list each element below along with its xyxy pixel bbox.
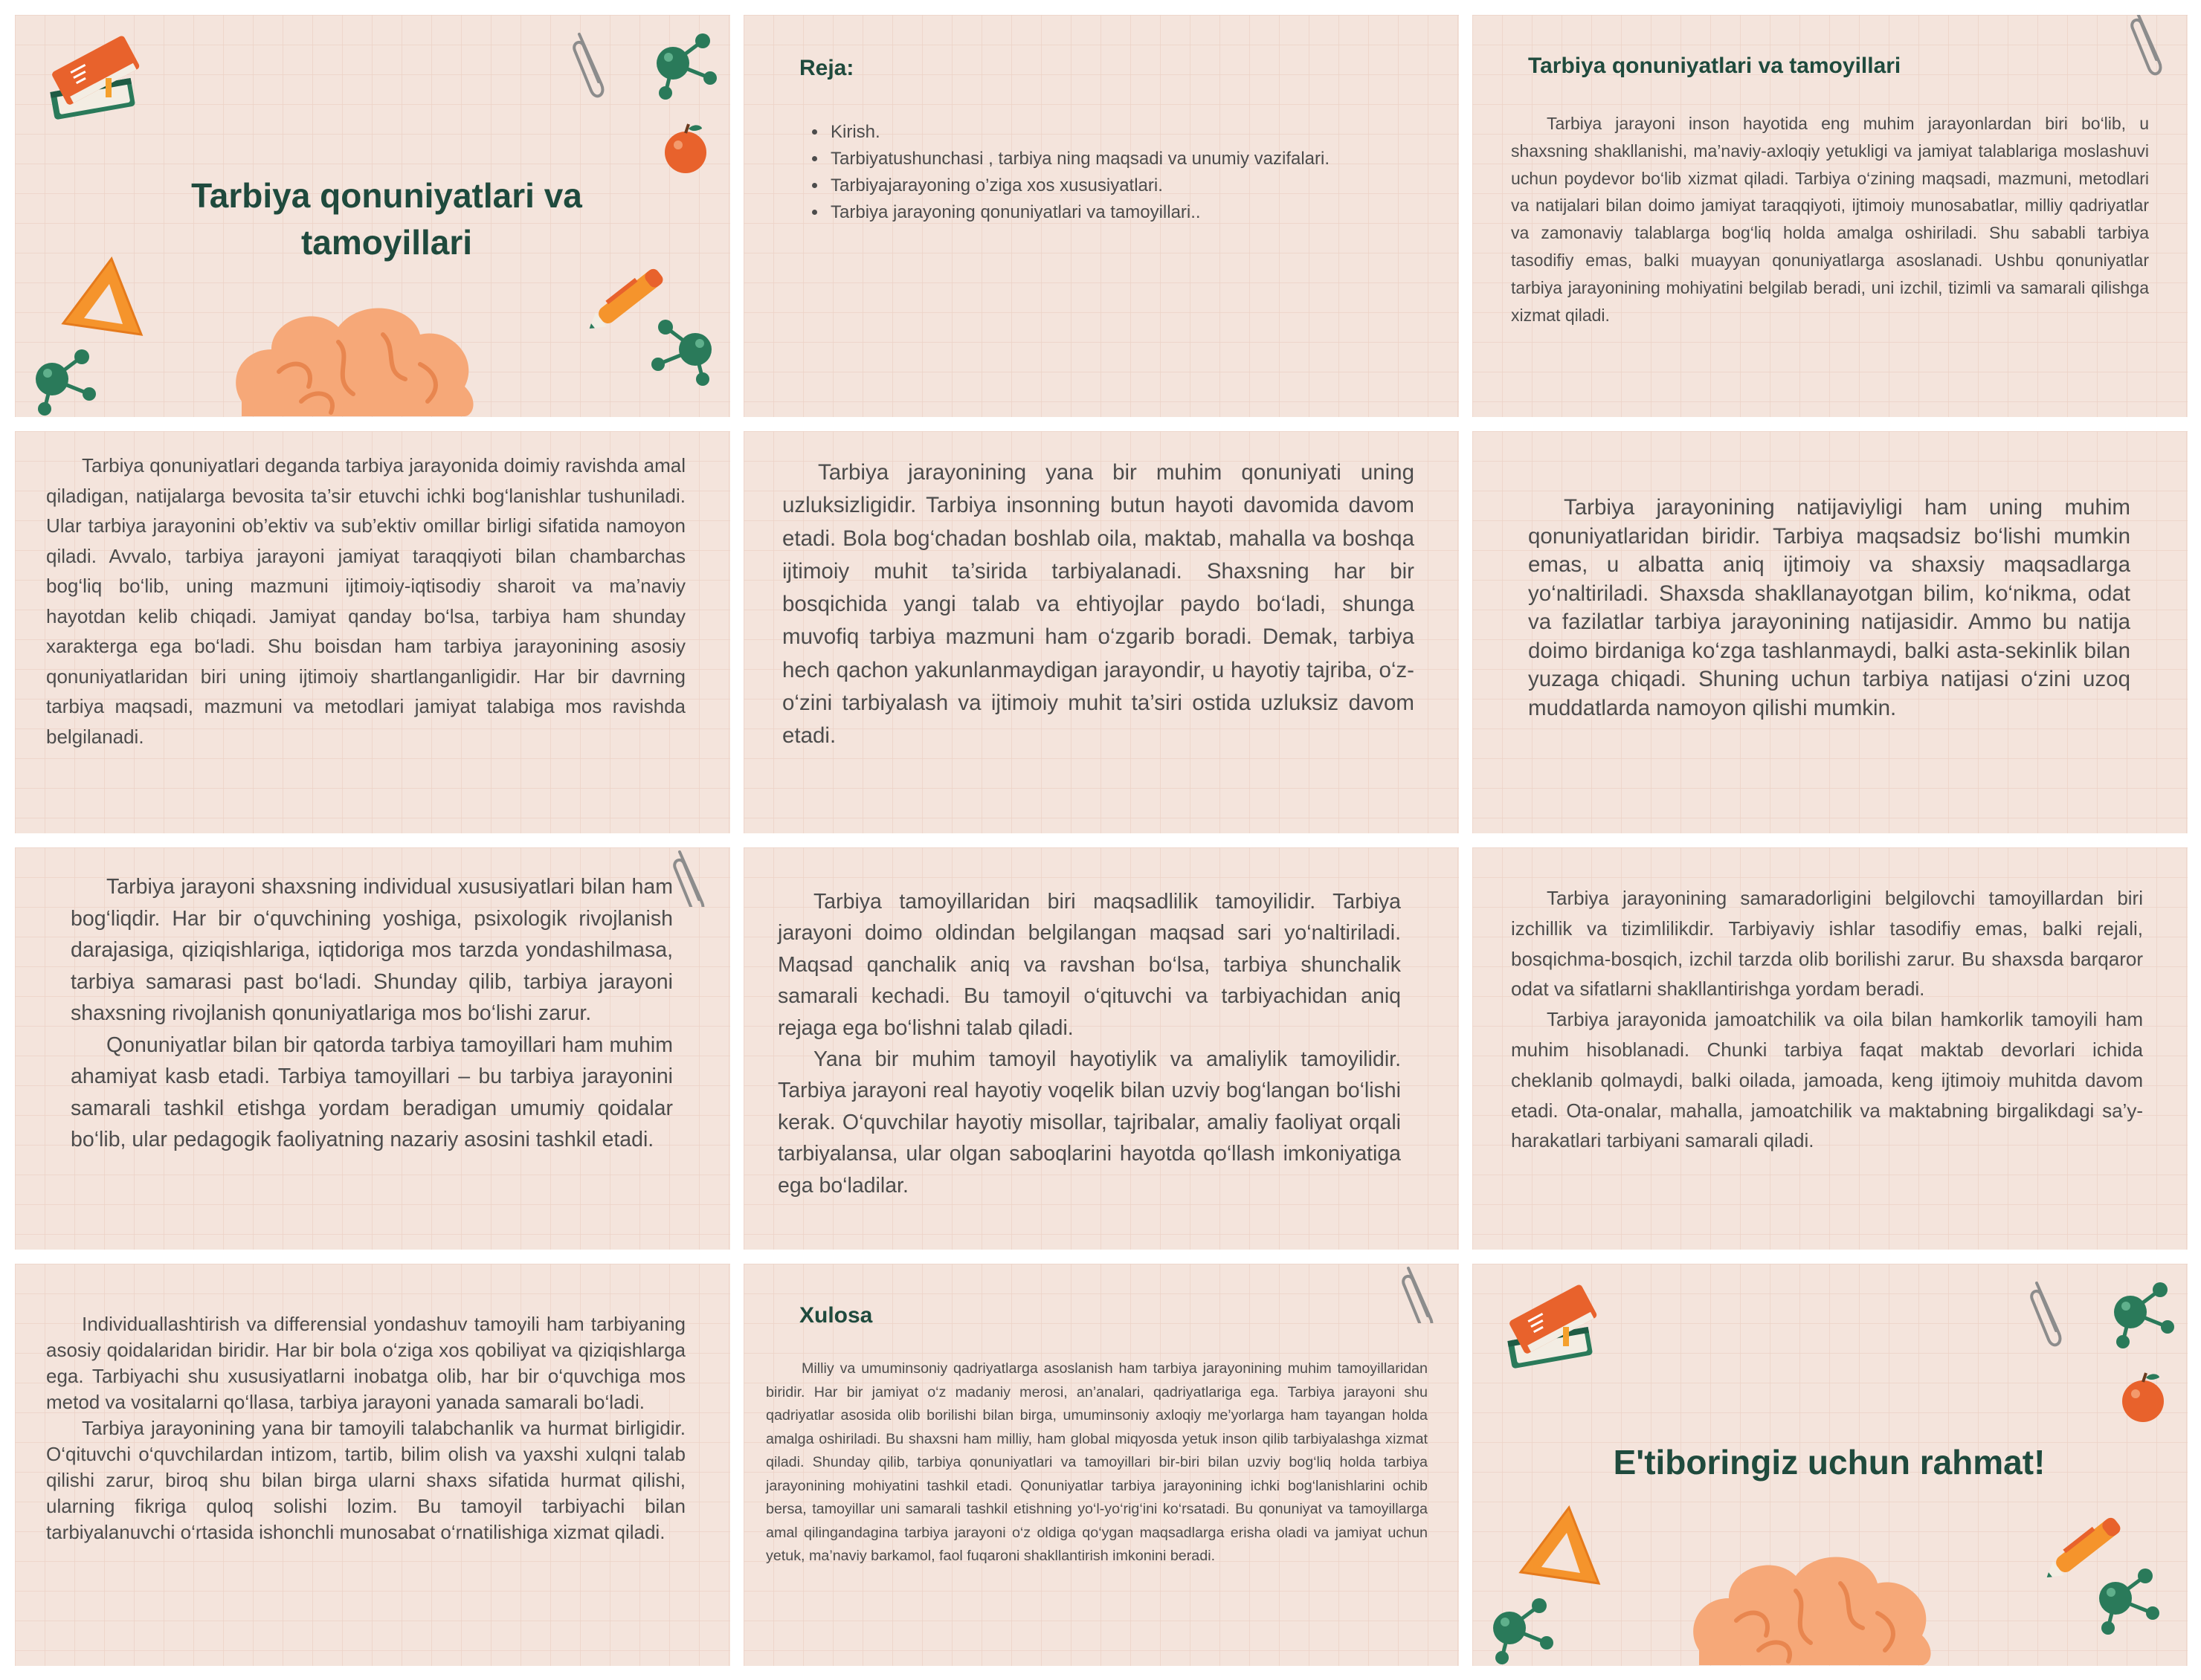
molecule-icon: [2093, 1561, 2175, 1643]
books-icon: [1495, 1282, 1606, 1386]
paragraph: Tarbiya qonuniyatlari deganda tarbiya jarayonida doimiy ravishda amal qiladigan, natijalarga bevosita ta’sir etuvchi ichki bog‘lanishlar tushuniladi. Ular tarbiya jarayonini ob’ektiv va sub’ektiv omillar birligi sifatida namoyon qiladi. Avvalo, tarbiya jarayoni jamiyat taraqqiyoti bilan chambarchas bog‘liq bo‘lib, uning mazmuni ijtimoiy-iqtisodiy sharoit va ma’naviy hayotdan kelib chiqadi. Jamiyat qanday bo‘lsa, tarbiya ham shunday xarakterga ega bo‘ladi. Shu boisdan ham tarbiya jarayonining asosiy qonuniyatlaridan biri uning ijtimoiy shartlanganligidir. Har bir davrning tarbiya maqsadi, mazmuni va metodlari jamiyat talabiga mos ravishda belgilanadi.: [46, 454, 686, 748]
thanks-text: E'tiboringiz uchun rahmat!: [1613, 1443, 2046, 1482]
paragraph: Tarbiya jarayoni inson hayotida eng muhim jarayonlardan biri bo‘lib, u shaxsning shakllanishi, ma’naviy-axloqiy yetukligi va jamiyat talablariga moslashuvi uchun poydevor bo‘lib xizmat qiladi. Tarbiya o‘zining maqsadi, mazmuni, metodlari va natijalari bilan doimo jamiyat taraqqiyoti, ijtimoiy munosabatlar, milliy qadriyatlar va zamonaviy talablarga bog‘liq holda amalga oshiriladi. Shu sababli tarbiya tasodifiy emas, balki muayyan qonuniyatlarga asoslanadi. Ushbu qonuniyatlar tarbiya jarayonining mohiyatini belgilab beradi, uni izchil, tizimli va samarali qilishga xizmat qiladi.: [1511, 114, 2149, 325]
molecule-icon: [30, 342, 104, 416]
slide-9-text: [1511, 883, 2143, 1156]
plan-item: • Tarbiyajarayoning o’ziga xos xususiyatlari.: [828, 172, 1348, 199]
plan-item: • Tarbiyatushunchasi , tarbiya ning maqsadi va unumiy vazifalari.: [828, 146, 1348, 172]
slide-text-10[interactable]: [15, 1264, 730, 1666]
slide-conclusion[interactable]: [744, 1264, 1459, 1666]
slide-text-6[interactable]: [1472, 431, 2188, 833]
molecule-icon: [651, 26, 718, 100]
slide-7-text: [71, 871, 673, 1156]
slide-text-8[interactable]: [744, 847, 1459, 1250]
slide-6-text: [1528, 494, 2130, 723]
paragraph: Tarbiya jarayonida jamoatchilik va oila bilan hamkorlik tamoyili ham muhim hisoblanadi. Chunki tarbiya faqat maktab devorlari ichida cheklanib qolmaydi, balki oilada, jamoada, keng ijtimoiy muhitda davom etadi. Ota-onalar, mahalla, jamoatchilik va maktabning birgalikdagi sa’y-harakatlari tarbiyani samarali qiladi.: [1511, 1008, 2143, 1152]
conclusion-heading: Xulosa: [799, 1303, 873, 1328]
paragraph: Qonuniyatlar bilan bir qatorda tarbiya tamoyillari ham muhim ahamiyat kasb etadi. Tarbiya tamoyillari – bu tarbiya jarayonini samarali tashkil etishga yordam beradigan umumiy qoidalar bo‘lib, ular pedagogik faoliyatning nazariy asosini tashkil etadi.: [71, 1033, 673, 1151]
molecule-icon: [1487, 1591, 1562, 1665]
plan-item: • Kirish.: [828, 119, 1348, 146]
paperclip-icon: [2026, 1279, 2071, 1360]
apple-icon: [2119, 1372, 2171, 1431]
paragraph: Tarbiya jarayonining natijaviyligi ham uning muhim qonuniyatlaridan biridir. Tarbiya maqsadsiz bo‘lishi mumkin emas, u albatta aniq ijtimoiy va shaxsiy maqsadlarga yo‘naltiriladi. Shaxsda shakllanayotgan bilim, ko‘nikma, odat va fazilatlar tarbiya jarayonining natijasidir. Ammo bu natija doimo birdaniga ko‘zga tashlanmaydi, balki asta-sekinlik bilan yuzaga chiqadi. Shuning uchun tarbiya natijasi o‘zini uzoq muddatlarda namoyon qilishi mumkin.: [1528, 495, 2130, 720]
brain-icon: [1684, 1539, 1937, 1666]
ruler-triangle-icon: [1513, 1502, 1610, 1591]
slide-text-9[interactable]: [1472, 847, 2188, 1250]
paragraph: Tarbiya tamoyillaridan biri maqsadlilik tamoyilidir. Tarbiya jarayoni doimo oldindan belgilangan maqsad sari yo‘naltiriladi. Maqsad qanchalik aniq va ravshan bo‘lsa, tarbiya shunchalik samarali kechadi. Bu tamoyil o‘qituvchi va tarbiyachidan aniq rejaga ega bo‘lishni talab qiladi.: [778, 890, 1401, 1040]
slide-title-text: Tarbiya qonuniyatlari va tamoyillari: [191, 176, 582, 262]
intro-text: [1511, 110, 2149, 329]
paragraph: Individuallashtirish va differensial yondashuv tamoyili ham tarbiyaning asosiy qoidalaridan biridir. Har bir bola o‘ziga xos qobiliyat va qiziqishlarga ega. Tarbiyachi shu xususiyatlarni inobatga olib, har bir o‘quvchiga mos metod va vositalarni qo‘llasa, tarbiya jarayoni yanada samarali bo‘ladi.: [46, 1313, 686, 1413]
paragraph: Tarbiya jarayoni shaxsning individual xususiyatlari bilan ham bog‘liqdir. Har bir o‘quvchining yoshiga, psixologik rivojlanish darajasiga, qiziqishlariga, iqtidoriga mos tarzda yondashilmasa, tarbiya samarasi past bo‘ladi. Shunday qilib, tarbiya jarayoni shaxsning rivojlanish qonuniyatlariga mos bo‘lishi zarur.: [71, 875, 673, 1025]
paragraph: Tarbiya jarayonining yana bir muhim qonuniyati uning uzluksizligidir. Tarbiya insonning butun hayoti davomida davom etadi. Bola bog‘chadan boshlab oila, maktab, mahalla va boshqa ijtimoiy muhit ta’sirida tarbiyalanadi. Shaxsning har bir bosqichida yangi talab va ehtiyojlar paydo bo‘ladi, shunga muvofiq tarbiya mazmuni ham o‘zgarib boradi. Demak, tarbiya hech qachon yakunlanmaydigan jarayondir, u hayotiy tajriba, o‘z-o‘zini tarbiyalash va ijtimoiy muhit ta’siri ostida uzluksiz davom etadi.: [782, 460, 1414, 749]
slide-text-7[interactable]: [15, 847, 730, 1250]
paragraph: Tarbiya jarayonining samaradorligini belgilovchi tamoyillardan biri izchillik va tizimlilikdir. Tarbiyaviy ishlar tasodifiy emas, balki rejali, bosqichma-bosqich, izchil tarzda olib borilishi zarur. Bu shaxsda barqaror odat va sifatlarni shakllantirishga yordam beradi.: [1511, 887, 2143, 1001]
paragraph: Milliy va umuminsoniy qadriyatlarga asoslanish ham tarbiya jarayonining muhim tamoyillaridan biridir. Har bir jamiyat o‘z madaniy merosi, an’analari, qadriyatlariga ega. Tarbiya jarayoni shu qadriyatlar asosida olib borilishi bilan birga, umuminsoniy axloqiy me’yorlarga ham tayangan holda amalga oshiriladi. Bu shaxsni ham milliy, ham global miqyosda yetuk inson qilib tarbiyalashga xizmat qiladi. Shunday qilib, tarbiya qonuniyatlari va tamoyillari bir-biri bilan uzviy bog‘liq holda tarbiya jarayonining mohiyatini tashkil etadi. Qonuniyatlar tarbiya jarayonining ichki bog‘lanishlarini ochib bersa, tamoyillar uni samarali tashkil etishning yo‘l-yo‘rig‘ini ko‘rsatadi. Bu qonuniyat va tamoyillarga amal qilingandagina tarbiya jarayoni o‘z oldiga qo‘ygan maqsadlarga erisha oladi va jamiyat uchun yetuk, ma’naviy barkamol, faol fuqaroni shakllantirish imkonini beradi.: [766, 1360, 1428, 1564]
plan-heading: Reja:: [799, 56, 854, 80]
paragraph: Yana bir muhim tamoyil hayotiylik va amaliylik tamoyilidir. Tarbiya jarayoni real hayotiy voqelik bilan uzviy bog‘langan bo‘lishi kerak. O‘quvchilar hayotiy misollar, tajribalar, amaliy faoliyat orqali tarbiyalansa, ular olgan saboqlarini hayotda qo‘llash imkoniyatiga ega bo‘ladilar.: [778, 1047, 1401, 1198]
intro-heading: Tarbiya qonuniyatlari va tamoyillari: [1528, 54, 1901, 78]
plan-list: [799, 119, 1348, 226]
slide-4-text: [46, 450, 686, 752]
conclusion-text: [766, 1357, 1428, 1568]
brain-icon: [227, 290, 480, 417]
plan-item: • Tarbiya jarayoning qonuniyatlari va tamoyillari..: [828, 199, 1348, 226]
slide-thanks[interactable]: [1472, 1264, 2188, 1666]
paragraph: Tarbiya jarayonining yana bir tamoyili talabchanlik va hurmat birligidir. O‘qituvchi o‘quvchilardan intizom, tartib, bilim olish va yaxshi xulqni talab qilishi zarur, biroq shu bilan birga ularni shaxs sifatida hurmat qilishi, ularning fikriga quloq solishi lozim. Bu tamoyil tarbiyachi bilan tarbiyalanuvchi o‘rtasida ishonchli munosabat o‘rnatilishiga xizmat qiladi.: [46, 1417, 686, 1543]
slide-8-text: [778, 886, 1401, 1201]
paperclip-icon: [2127, 15, 2171, 89]
slide-plan[interactable]: [744, 15, 1459, 417]
ruler-triangle-icon: [56, 253, 152, 342]
paperclip-icon: [1398, 1264, 1443, 1323]
slide-5-text: [782, 456, 1414, 753]
apple-icon: [662, 123, 714, 182]
molecule-icon: [636, 312, 718, 394]
slide-title[interactable]: [15, 15, 730, 417]
books-icon: [37, 33, 149, 138]
slide-10-text: [46, 1311, 686, 1545]
paperclip-icon: [669, 847, 714, 907]
slide-text-4[interactable]: [15, 431, 730, 833]
paperclip-icon: [569, 30, 613, 112]
molecule-icon: [2108, 1275, 2175, 1349]
slide-text-5[interactable]: [744, 431, 1459, 833]
slide-intro[interactable]: [1472, 15, 2188, 417]
